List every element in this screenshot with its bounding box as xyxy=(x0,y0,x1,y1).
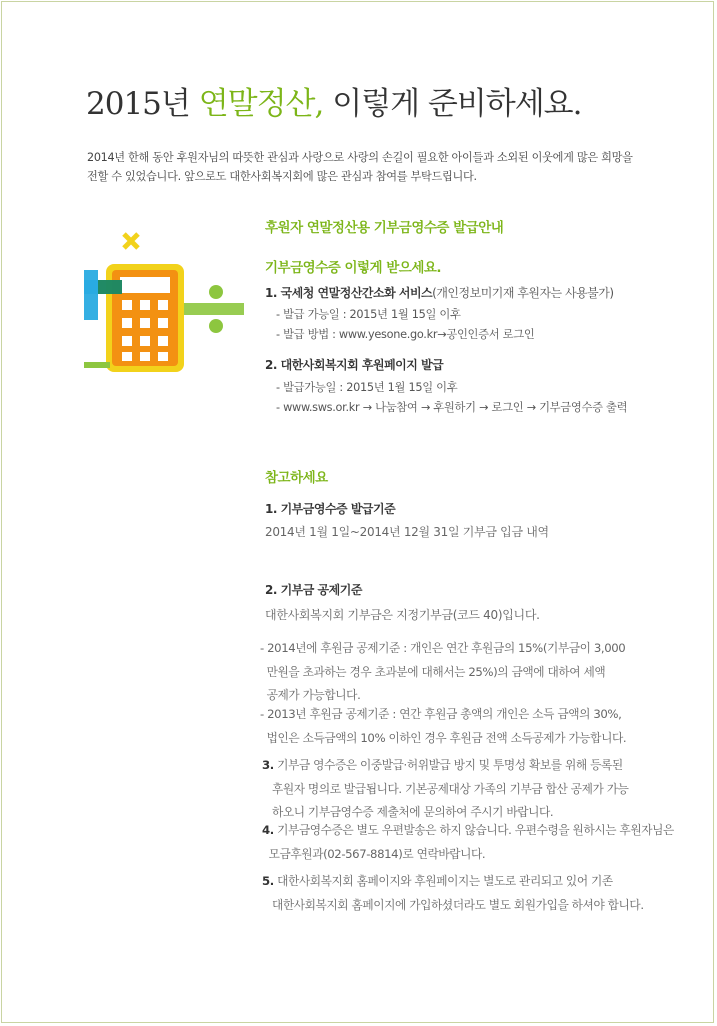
note-1-body: 2014년 1월 1일~2014년 12월 31일 기부금 입금 내역 xyxy=(265,525,549,539)
title-year: 2015년 xyxy=(86,86,199,122)
rule-2014-line: - 2014년에 후원금 공제기준 : 개인은 연간 후원금의 15%(기부금이 3,000 xyxy=(260,641,626,655)
note-2-title: 2. 기부금 공제기준 xyxy=(265,583,362,597)
issue-heading: 후원자 연말정산용 기부금영수증 발급안내 xyxy=(265,220,504,236)
issue-item-2-title: 2. 대한사회복지회 후원페이지 발급 xyxy=(265,358,444,372)
note-3 xyxy=(262,754,629,825)
note-5-number: 5. xyxy=(262,874,274,888)
intro-line-2: 전할 수 있었습니다. 앞으로도 대한사회복지회에 많은 관심과 참여를 부탁드립니다. xyxy=(87,170,477,183)
intro-line-1: 2014년 한해 동안 후원자님의 따뜻한 관심과 사랑으로 사랑의 손길이 필요한 아이들과 소외된 이웃에게 많은 희망을 xyxy=(87,151,633,164)
minus-icon xyxy=(84,362,110,368)
rule-2013-line: 법인은 소득금액의 10% 이하인 경우 후원금 전액 소득공제가 가능합니다. xyxy=(260,730,627,745)
note-4-line: 모금후원과(02-567-8814)로 연락바랍니다. xyxy=(262,846,486,861)
note-3-number: 3. xyxy=(262,758,274,772)
title-accent: 연말정산, xyxy=(198,86,324,122)
multiply-icon xyxy=(124,234,138,248)
note-5-line: 대한사회복지회 홈페이지와 후원페이지는 별도로 관리되고 있어 기존 xyxy=(273,874,613,888)
issue-subheading: 기부금영수증 이렇게 받으세요. xyxy=(265,260,442,276)
issue-item-1-title: 1. 국세청 연말정산간소화 서비스(개인정보미기재 후원자는 사용불가) xyxy=(265,286,614,300)
issue-item-1-date: - 발급 가능일 : 2015년 1월 15일 이후 xyxy=(276,308,461,321)
intro-text xyxy=(87,148,667,186)
title-suffix: 이렇게 준비하세요. xyxy=(323,86,582,122)
note-1-title: 1. 기부금영수증 발급기준 xyxy=(265,502,396,516)
rule-2014-line: 공제가 가능합니다. xyxy=(260,688,361,702)
issue-item-2-path: - www.sws.or.kr → 나눔참여 → 후원하기 → 로그인 → 기부금영수증 출력 xyxy=(276,401,628,414)
issue-item-1-method: - 발급 방법 : www.yesone.go.kr→공인인증서 로그인 xyxy=(276,328,535,341)
rule-2014-line: 만원을 초과하는 경우 초과분에 대해서는 25%)의 금액에 대하여 세액 xyxy=(260,664,606,679)
note-3-line: 후원자 명의로 발급됩니다. 기본공제대상 가족의 기부금 합산 공제가 가능 xyxy=(262,781,629,796)
note-3-line: 하오니 기부금영수증 제출처에 문의하여 주시기 바랍니다. xyxy=(262,805,554,819)
page-title xyxy=(86,78,581,123)
issue-item-2-date: - 발급가능일 : 2015년 1월 15일 이후 xyxy=(276,381,458,394)
note-2-rule-2014 xyxy=(260,637,625,708)
note-2-body: 대한사회복지회 기부금은 지정기부금(코드 40)입니다. xyxy=(265,608,540,622)
note-4-line: 기부금영수증은 별도 우편발송은 하지 않습니다. 우편수령을 원하시는 후원자님은 xyxy=(273,823,674,837)
note-4-number: 4. xyxy=(262,823,274,837)
divide-icon xyxy=(184,285,244,333)
note-4 xyxy=(262,819,674,866)
note-5 xyxy=(262,870,644,917)
note-3-line: 기부금 영수증은 이중발급·허위발급 방지 및 투명성 확보를 위해 등록된 xyxy=(273,758,623,772)
note-2-rule-2013 xyxy=(260,703,626,750)
note-5-line: 대한사회복지회 홈페이지에 가입하셨더라도 별도 회원가입을 하셔야 합니다. xyxy=(262,897,644,912)
rule-2013-line: - 2013년 후원금 공제기준 : 연간 후원금 총액의 개인은 소득 금액의 30%, xyxy=(260,707,622,721)
calculator-icon xyxy=(80,230,250,380)
notes-heading: 참고하세요 xyxy=(265,470,328,486)
